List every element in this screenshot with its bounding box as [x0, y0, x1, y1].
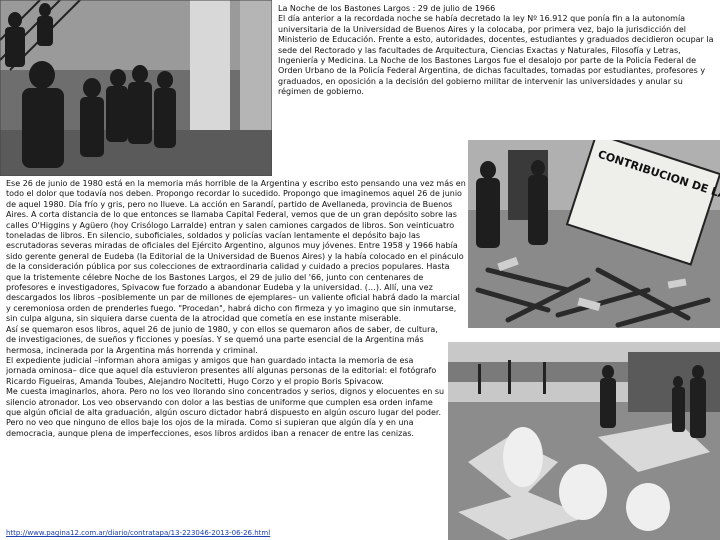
police-corridor-photo	[0, 0, 272, 176]
article-paragraph-3: El expediente judicial –informan ahora amigas y amigos que han guardado intacta la memoria de esa jornada ominosa– dice que aquel día estuvieron presentes allí algunas personas de la editorial: el fotógrafo Ricardo Figueiras, Amanda Toubes, Alejandro Nocitetti, Hugo Corzo y el propio Boris Spivacow.	[6, 355, 437, 386]
source-link[interactable]: http://www.pagina12.com.ar/diario/contratapa/13-223046-2013-06-26.html	[6, 529, 271, 537]
article-body	[6, 179, 466, 439]
burned-books-sign-photo	[468, 140, 720, 328]
summary-paragraph: El día anterior a la recordada noche se había decretado la ley Nº 16.912 que ponía fin a la autonomía universitaria de la Universidad de Buenos Aires y la colocaba, por primera vez, bajo la jurisdicción del Ministerio de Educación. Frente a esto, autoridades, docentes, estudiantes y graduados decidieron ocupar la sede del Rectorado y las facultades de Arquitectura, Ciencias Exactas y Naturales, Filosofía y Letras, Ingeniería y Medicina. La Noche de los Bastones Largos fue el desalojo por parte de la Policía Federal de Orden Urbano de la Policía Federal Argentina, de dichas facultades, tomadas por estudiantes, profesores y graduados, en oposición a la decisión del gobierno militar de intervenir las universidades y anular su régimen de gobierno.	[278, 14, 714, 97]
history-summary	[278, 4, 716, 98]
book-bonfire-photo	[448, 342, 720, 540]
article-paragraph-2: Así se quemaron esos libros, aquel 26 de junio de 1980, y con ellos se quemaron años de saber, de cultura, de investigaciones, de sueños y ficciones y poesías. Y se quemó una parte esencial de la Argentina más hermosa, incinerada por la Argentina más horrenda y criminal.	[6, 324, 438, 355]
article-paragraph-1: Ese 26 de junio de 1980 está en la memoria más horrible de la Argentina y escribo esto pensando una vez más en todo el dolor que todavía nos deben. Propongo recordar lo sucedido. Propongo que imaginemos aquel 26 de junio de aquel 1980. Día frío y gris, pero no llueve. La acción en Sarandí, partido de Avellaneda, provincia de Buenos Aires. A corta distancia de lo que entonces se llamaba Capital Federal, vemos que de un gran depósito sobre las calles O'Higgins y Agüero (hoy Crisólogo Larralde) entran y salen camiones cargados de libros. Son veinticuatro toneladas de libros. En silencio, suboficiales, soldados y policías vacían lentamente el depósito bajo las escrutadoras severas miradas de oficiales del Ejército Argentino, algunos muy jóvenes. Entre 1958 y 1966 había sido gerente general de Eudeba (la Editorial de la Universidad de Buenos Aires) y la había colocado en el pináculo de la consideración pública por sus colecciones de extraordinaria calidad y cuidado a precios populares. Hasta que la tristemente célebre Noche de los Bastones Largos, el 29 de julio del '66, junto con centenares de profesores e investigadores, Spivacow fue forzado a abandonar Eudeba y la universidad. (…). Allí, una vez descargados los libros –posiblemente un par de millones de ejemplares– un valiente oficial habrá dado la marcial y ceremoniosa orden de prenderles fuego. "Procedan", habrá dicho con firmeza y yo imagino que sin inmutarse, sin culpa alguna, sin siquiera darse cuenta de la atrocidad que cometía en ese instante miserable.	[6, 179, 466, 324]
article-title: La Noche de los Bastones Largos : 29 de julio de 1966	[278, 4, 496, 13]
article-paragraph-4: Me cuesta imaginarlos, ahora. Pero no los veo llorando sino concentrados y serios, dignos y elocuentes en su silencio atronador. Los veo observando con dolor a las bestias de uniforme que cumplen esa orden infame que algún oficial de alta graduación, algún oscuro dictador habrá dispuesto en algún oscuro lugar del poder. Pero no veo que ninguno de ellos baje los ojos de la mirada. Como si supieran que algún día y en una democracia, aunque plena de imperfecciones, esos libros ardidos iban a renacer de entre las cenizas.	[6, 387, 445, 438]
